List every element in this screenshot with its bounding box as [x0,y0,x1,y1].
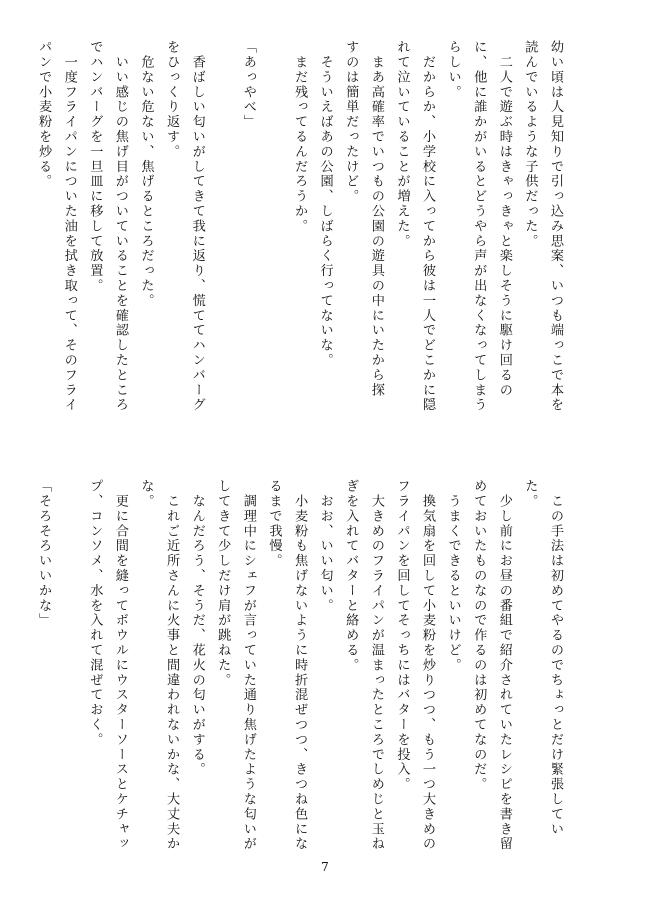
text-block-top: 幼い頃は人見知りで引っ込み思案、いつも端っこで本を 読んでいるような子供だった。 二人で遊ぶ時はきゃっきゃと楽しそうに駆け回るの に、他に誰かがいるとどうやら声が出なくなってしまう らしい。 だからか、小学校に入ってから彼は一人でどこかに隠 れて泣いていることが増えた。 まあ高確率でいつもの公園の遊具の中にいたから探 すのは簡単だったけど。 そういえばあの公園、しばらく行ってないな。 まだ残ってるんだろうか。 「あっやべ」 香ばしい匂いがしてきて我に返り、慌ててハンバーグ をひっくり返す。 危ない危ない、焦げるところだった。 いい感じの焦げ目がついていることを確認したところ でハンバーグを一旦皿に移して放置。 一度フライパンについた油を拭き取って、そのフライ パンで小麦粉を炒る。 [36,40,563,413]
text-block-bottom: この手法は初めてやるのでちょっとだけ緊張してい た。 少し前にお昼の番組で紹介されていたレシピを書き留 めておいたものなので作るのは初めてなのだ。 うまくできるといいけど。 換気扇を回して小麦粉を炒りつつ、もう一つ大きめの フライパンを回してそっちにはバターを投入。 大きめのフライパンが温まったところでしめじと玉ね ぎを入れてバターと絡める。 おお、いい匂い。 小麦粉も焦げないように時折混ぜつつ、きつね色にな るまで我慢。 調理中にシェフが言っていた通り焦げたような匂いが してきて少しだけ肩が跳ねた。 なんだろう、そうだ、花火の匂いがする。 これご近所さんに火事と間違われないかな、大丈夫か な。 更に合間を縫ってボウルにウスターソースとケチャッ プ、コンソメ、水を入れて混ぜておく。 「そろそろいいかな」 [36,479,563,852]
page-number: 7 [321,860,329,874]
